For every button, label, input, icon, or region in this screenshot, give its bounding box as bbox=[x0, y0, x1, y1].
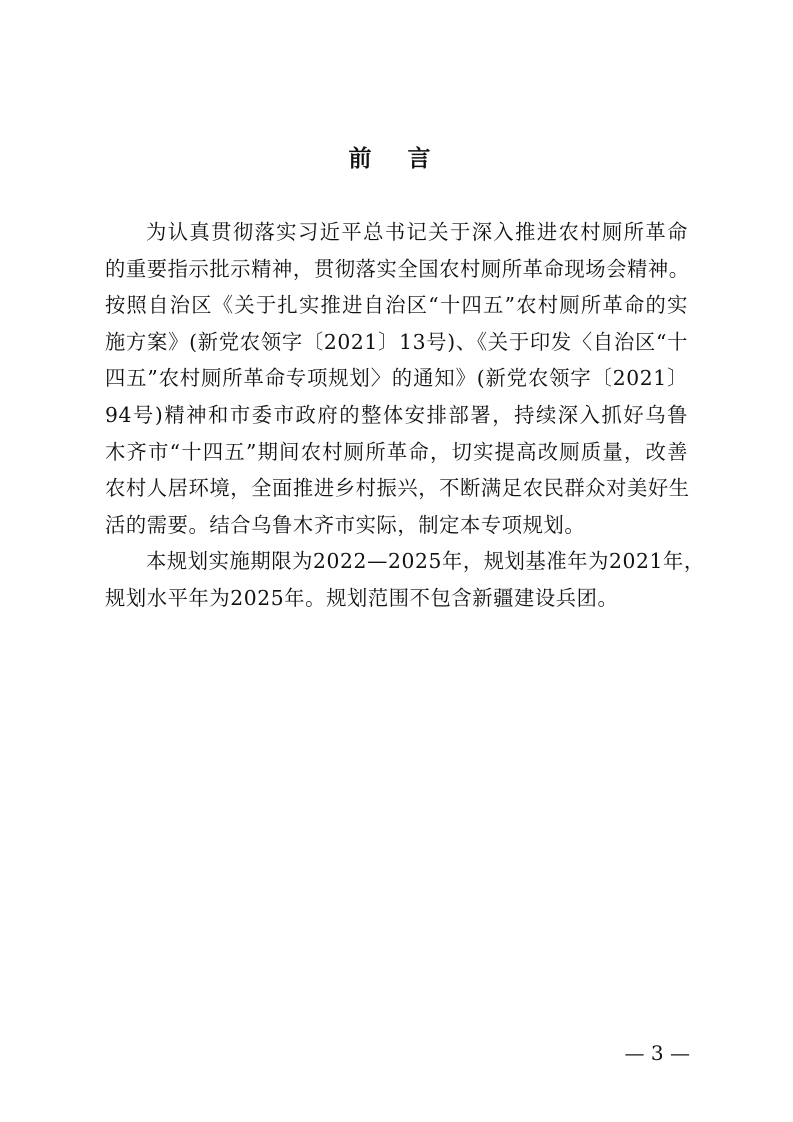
text-line: 木齐市“十四五”期间农村厕所革命，切实提高改厕质量，改善 bbox=[105, 439, 688, 464]
text-line: 施方案》(新党农领字〔2021〕13号)、《关于印发〈自治区“十 bbox=[105, 329, 688, 354]
page-title: 前 言 bbox=[348, 145, 445, 172]
text-line: 四五”农村厕所革命专项规划〉的通知》(新党农领字〔2021〕 bbox=[105, 366, 688, 391]
text-line: 的重要指示批示精神，贯彻落实全国农村厕所革命现场会精神。 bbox=[105, 256, 690, 281]
text-line: 94号)精神和市委市政府的整体安排部署，持续深入抓好乌鲁 bbox=[105, 402, 688, 427]
text-line: 本规划实施期限为2022—2025年，规划基准年为2021年， bbox=[146, 549, 705, 574]
text-line: 活的需要。结合乌鲁木齐市实际，制定本专项规划。 bbox=[105, 512, 586, 537]
text-line: 农村人居环境，全面推进乡村振兴，不断满足农民群众对美好生 bbox=[105, 476, 690, 501]
paragraph-2 bbox=[105, 543, 705, 616]
body-text bbox=[105, 214, 705, 617]
text-line: 规划水平年为2025年。规划范围不包含新疆建设兵团。 bbox=[105, 585, 619, 610]
paragraph-1 bbox=[105, 214, 688, 543]
text-line: 按照自治区《关于扎实推进自治区“十四五”农村厕所革命的实 bbox=[105, 293, 688, 318]
text-line: 为认真贯彻落实习近平总书记关于深入推进农村厕所革命 bbox=[146, 220, 688, 244]
page-number: — 3 — bbox=[624, 1041, 690, 1065]
